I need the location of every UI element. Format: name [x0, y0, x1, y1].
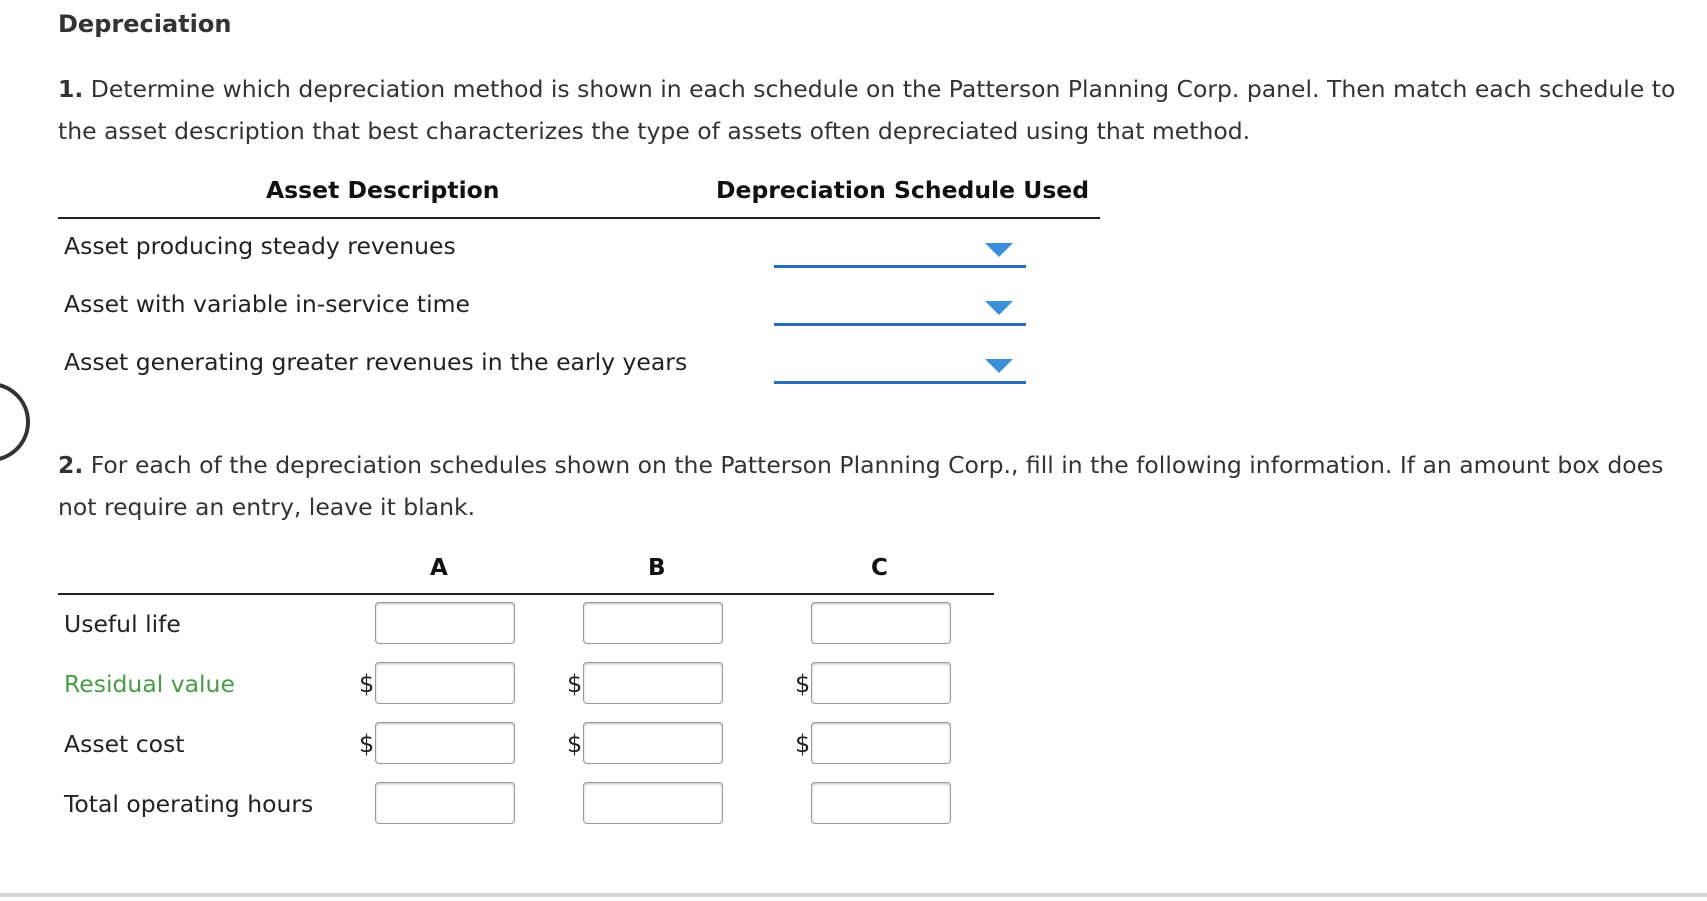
row-label-total-operating-hours: Total operating hours — [64, 790, 314, 818]
chevron-down-icon — [985, 359, 1013, 373]
question-2-number: 2. — [58, 451, 84, 479]
chevron-down-icon — [985, 301, 1013, 315]
schedule-dropdown-2[interactable] — [774, 287, 1026, 326]
dollar-sign-residual-c: $ — [795, 670, 811, 698]
useful-life-input-c[interactable] — [811, 602, 951, 644]
bottom-divider — [0, 893, 1707, 897]
operating-hours-input-b[interactable] — [583, 782, 723, 824]
residual-value-input-b[interactable] — [583, 662, 723, 704]
row-label-useful-life: Useful life — [64, 610, 181, 638]
table-1-header — [58, 172, 1100, 219]
dollar-sign-cost-c: $ — [795, 730, 811, 758]
question-1-number: 1. — [58, 75, 84, 103]
side-circle-marker — [0, 382, 30, 462]
operating-hours-input-a[interactable] — [375, 782, 515, 824]
residual-value-input-c[interactable] — [811, 662, 951, 704]
row-label-residual-value: Residual value — [64, 670, 235, 698]
asset-cost-input-b[interactable] — [583, 722, 723, 764]
useful-life-input-a[interactable] — [375, 602, 515, 644]
row-label-asset-cost: Asset cost — [64, 730, 185, 758]
question-1-text — [58, 68, 1688, 152]
header-asset-description: Asset Description — [266, 176, 500, 204]
chevron-down-icon — [985, 243, 1013, 257]
dollar-sign-cost-b: $ — [567, 730, 583, 758]
question-2-text — [58, 444, 1688, 528]
useful-life-input-b[interactable] — [583, 602, 723, 644]
operating-hours-input-c[interactable] — [811, 782, 951, 824]
schedule-dropdown-1[interactable] — [774, 229, 1026, 268]
schedule-dropdown-3[interactable] — [774, 345, 1026, 384]
page-title: Depreciation — [58, 10, 232, 38]
asset-cost-input-a[interactable] — [375, 722, 515, 764]
column-header-a: A — [430, 555, 448, 581]
residual-value-input-a[interactable] — [375, 662, 515, 704]
table-2-header — [58, 545, 994, 595]
header-depreciation-schedule: Depreciation Schedule Used — [716, 176, 1090, 204]
question-2-body: For each of the depreciation schedules shown on the Patterson Planning Corp., fill in the following information. If an amount box does not require an entry, leave it blank. — [58, 451, 1664, 521]
dollar-sign-residual-b: $ — [567, 670, 583, 698]
column-header-c: C — [871, 555, 888, 581]
asset-row-label-2: Asset with variable in-service time — [64, 290, 470, 318]
dollar-sign-cost-a: $ — [359, 730, 375, 758]
column-header-b: B — [648, 555, 666, 581]
asset-cost-input-c[interactable] — [811, 722, 951, 764]
asset-row-label-1: Asset producing steady revenues — [64, 232, 456, 260]
question-1-body: Determine which depreciation method is shown in each schedule on the Patterson Planning Corp. panel. Then match each schedule to the asset description that best characterizes the type of assets often depreciated using that method. — [58, 75, 1676, 145]
dollar-sign-residual-a: $ — [359, 670, 375, 698]
asset-row-label-3: Asset generating greater revenues in the early years — [64, 348, 688, 376]
